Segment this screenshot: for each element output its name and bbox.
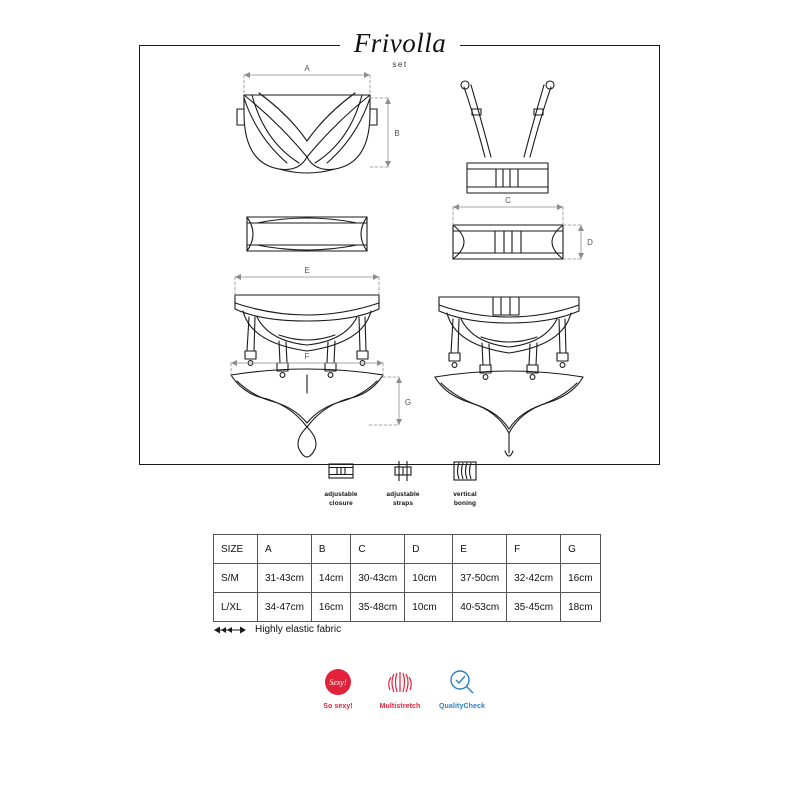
elastic-fabric-note xyxy=(213,624,341,635)
dimension-label-e: E xyxy=(304,266,310,275)
table-row xyxy=(214,564,601,593)
quality-badges xyxy=(310,665,490,710)
feature-label: vertical boning xyxy=(453,491,477,507)
badge-label: QualityCheck xyxy=(439,703,485,710)
table-cell: 16cm xyxy=(311,593,350,622)
elastic-fabric-label: Highly elastic fabric xyxy=(255,624,342,635)
adjustable-straps-icon xyxy=(375,455,431,487)
dimension-b xyxy=(370,98,391,167)
table-cell: 35-48cm xyxy=(351,593,405,622)
dimension-label-g: G xyxy=(404,398,412,407)
table-header-cell: C xyxy=(351,535,405,564)
table-cell: 32-42cm xyxy=(507,564,561,593)
drawing-belt-front xyxy=(247,217,367,251)
table-cell: 31-43cm xyxy=(258,564,312,593)
badge-label: Multistretch xyxy=(379,703,421,710)
table-cell: 14cm xyxy=(311,564,350,593)
brand-block xyxy=(0,30,800,69)
dimension-label-a: A xyxy=(304,64,310,73)
table-cell: 10cm xyxy=(405,593,453,622)
drawing-bra-back xyxy=(461,81,554,193)
drawing-garter-belt-back xyxy=(439,297,579,379)
quality-check-icon xyxy=(434,665,490,699)
feature-adjustable-closure xyxy=(313,455,369,509)
double-arrow-icon xyxy=(213,625,247,635)
table-header-cell: B xyxy=(311,535,350,564)
badge-quality-check xyxy=(434,665,490,710)
brand-subtitle: set xyxy=(392,60,408,69)
drawing-thong-front xyxy=(231,369,383,457)
drawing-thong-back xyxy=(435,371,583,456)
adjustable-closure-icon xyxy=(313,455,369,487)
dimension-label-d: D xyxy=(587,238,593,247)
table-header-cell: D xyxy=(405,535,453,564)
badge-so-sexy xyxy=(310,665,366,710)
feature-label: adjustable closure xyxy=(324,491,358,507)
product-drawings xyxy=(139,45,660,465)
multistretch-icon xyxy=(372,665,428,699)
table-cell: 40-53cm xyxy=(453,593,507,622)
table-header-cell: F xyxy=(507,535,561,564)
table-cell: 18cm xyxy=(561,593,600,622)
dimension-d xyxy=(563,225,584,259)
dimension-e xyxy=(235,274,379,295)
dimension-label-f: F xyxy=(304,352,310,361)
table-cell: 30-43cm xyxy=(351,564,405,593)
drawing-bra-front xyxy=(237,93,377,173)
vertical-boning-icon xyxy=(437,455,493,487)
table-row xyxy=(214,593,601,622)
feature-label: adjustable straps xyxy=(386,491,420,507)
svg-text:Sexy!: Sexy! xyxy=(329,678,347,687)
table-cell: 34-47cm xyxy=(258,593,312,622)
drawing-garter-belt-front xyxy=(235,295,379,377)
dimension-label-c: C xyxy=(505,196,511,205)
drawing-belt-back xyxy=(453,225,563,259)
table-header-cell: E xyxy=(453,535,507,564)
table-cell: 35-45cm xyxy=(507,593,561,622)
table-cell: S/M xyxy=(214,564,258,593)
table-header-cell: G xyxy=(561,535,600,564)
table-header-row xyxy=(214,535,601,564)
table-cell: 10cm xyxy=(405,564,453,593)
size-table xyxy=(213,534,601,622)
table-cell: 16cm xyxy=(561,564,600,593)
table-header-cell: SIZE xyxy=(214,535,258,564)
dimension-label-b: B xyxy=(394,129,400,138)
badge-multistretch xyxy=(372,665,428,710)
feature-icons xyxy=(313,455,493,509)
table-cell: L/XL xyxy=(214,593,258,622)
table-header-cell: A xyxy=(258,535,312,564)
badge-label: So sexy! xyxy=(323,703,353,710)
feature-adjustable-straps xyxy=(375,455,431,509)
dimension-c xyxy=(453,204,563,225)
brand-name: Frivolla xyxy=(353,28,447,58)
table-cell: 37-50cm xyxy=(453,564,507,593)
feature-vertical-boning xyxy=(437,455,493,509)
so-sexy-icon xyxy=(310,665,366,699)
dimension-a xyxy=(244,72,370,95)
